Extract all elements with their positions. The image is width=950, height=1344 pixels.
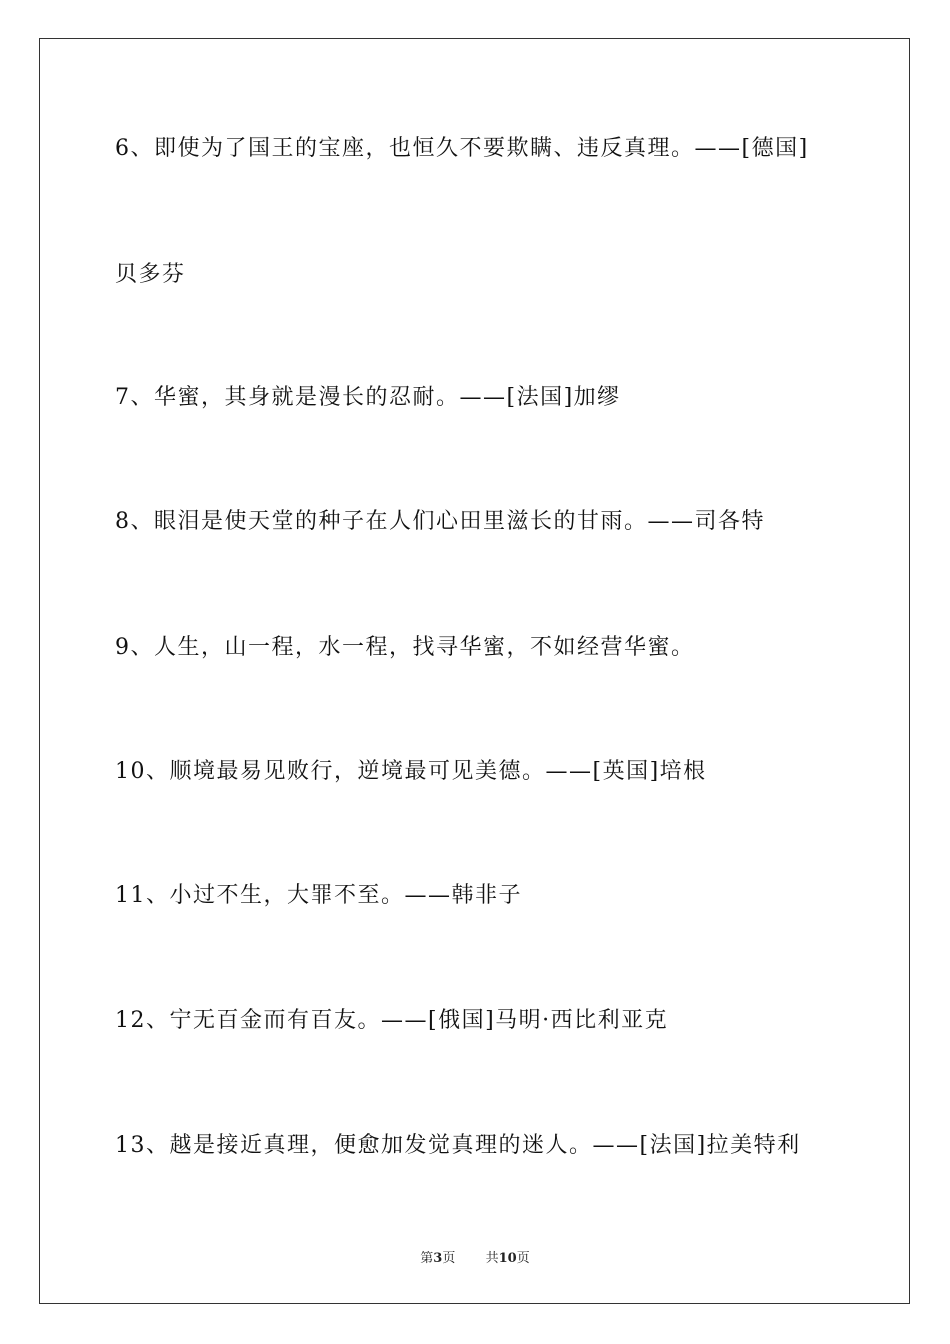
page-footer: [0, 1247, 950, 1266]
total-pages: 10: [498, 1251, 517, 1266]
page-prefix: 第: [420, 1251, 434, 1266]
quote-line-13: 13、越是接近真理，便愈加发觉真理的迷人。——[法国]拉美特利: [115, 1133, 801, 1158]
quote-line-10: 10、顺境最易见败行，逆境最可见美德。——[英国]培根: [115, 759, 707, 784]
quote-line-6-continued: 贝多芬: [115, 262, 186, 287]
quote-line-6: 6、即使为了国王的宝座，也恒久不要欺瞒、违反真理。——[德国]: [115, 136, 809, 161]
quote-line-8: 8、眼泪是使天堂的种子在人们心田里滋长的甘雨。——司各特: [115, 509, 765, 534]
quote-line-9: 9、人生，山一程，水一程，找寻华蜜，不如经营华蜜。: [115, 635, 695, 660]
total-suffix: 页: [516, 1251, 530, 1266]
page-suffix: 页: [442, 1251, 456, 1266]
quote-line-7: 7、华蜜，其身就是漫长的忍耐。——[法国]加缪: [115, 385, 621, 410]
quote-line-11: 11、小过不生，大罪不至。——韩非子: [115, 883, 522, 908]
page-number: 3: [433, 1251, 443, 1266]
page-border: [39, 38, 910, 1304]
total-prefix: 共: [485, 1251, 499, 1266]
quote-line-12: 12、宁无百金而有百友。——[俄国]马明·西比利亚克: [115, 1008, 669, 1033]
